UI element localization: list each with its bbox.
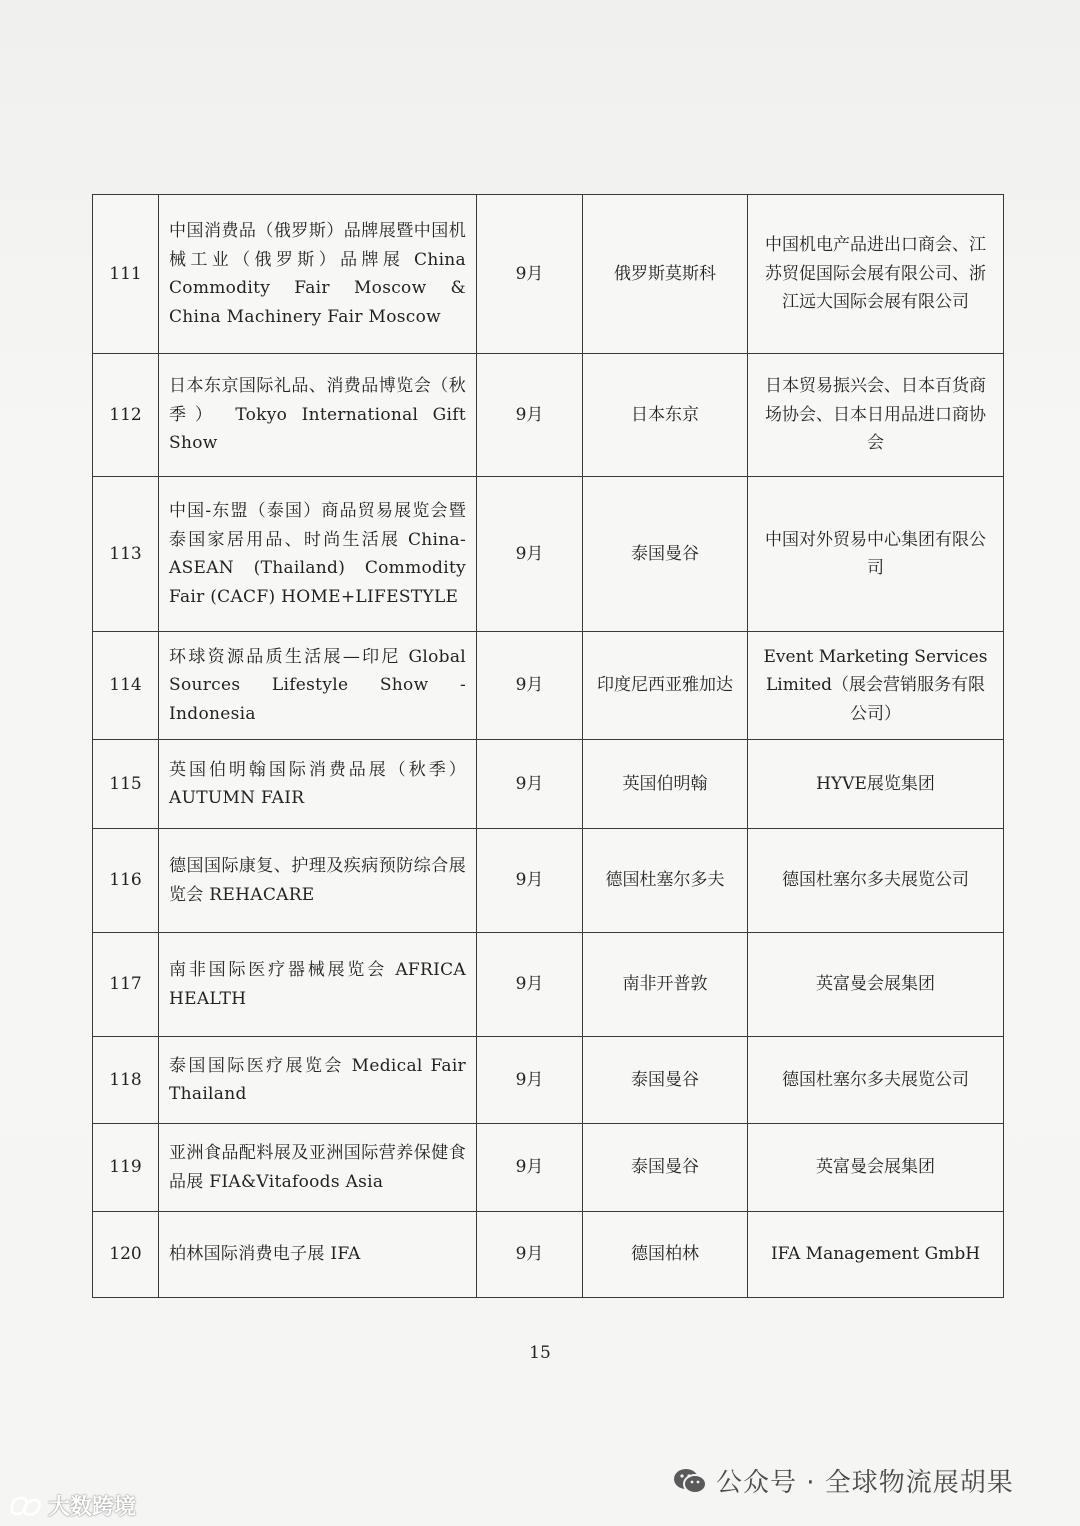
exhibition-month: 9月 (477, 829, 583, 933)
wechat-watermark (672, 1462, 1014, 1499)
page-number: 15 (529, 1343, 551, 1363)
exhibition-city: 日本东京 (583, 354, 748, 477)
exhibition-month: 9月 (477, 477, 583, 632)
exhibition-name: 泰国国际医疗展览会 Medical Fair Thailand (159, 1037, 477, 1124)
exhibition-city: 南非开普敦 (583, 933, 748, 1037)
exhibition-city: 泰国曼谷 (583, 1037, 748, 1124)
exhibition-organizer: 中国机电产品进出口商会、江苏贸促国际会展有限公司、浙江远大国际会展有限公司 (748, 195, 1004, 354)
row-number: 119 (93, 1124, 159, 1212)
exhibition-table (92, 194, 1004, 1298)
row-number: 116 (93, 829, 159, 933)
exhibition-organizer: Event Marketing Services Limited（展会营销服务有限公司） (748, 632, 1004, 740)
table-row (93, 477, 1004, 632)
exhibition-name: 亚洲食品配料展及亚洲国际营养保健食品展 FIA&Vitafoods Asia (159, 1124, 477, 1212)
exhibition-name: 英国伯明翰国际消费品展（秋季） AUTUMN FAIR (159, 740, 477, 829)
table-row (93, 933, 1004, 1037)
exhibition-organizer: 德国杜塞尔多夫展览公司 (748, 829, 1004, 933)
exhibition-month: 9月 (477, 632, 583, 740)
exhibition-name: 日本东京国际礼品、消费品博览会（秋季） Tokyo International Gift Show (159, 354, 477, 477)
exhibition-name: 中国-东盟（泰国）商品贸易展览会暨泰国家居用品、时尚生活展 China-ASEAN (Thailand) Commodity Fair (CACF) HOME+LIFESTYLE (159, 477, 477, 632)
exhibition-organizer: 英富曼会展集团 (748, 1124, 1004, 1212)
exhibition-month: 9月 (477, 1124, 583, 1212)
table-row (93, 1212, 1004, 1298)
exhibition-month: 9月 (477, 740, 583, 829)
exhibition-city: 英国伯明翰 (583, 740, 748, 829)
exhibition-name: 德国国际康复、护理及疾病预防综合展览会 REHACARE (159, 829, 477, 933)
exhibition-city: 印度尼西亚雅加达 (583, 632, 748, 740)
exhibition-month: 9月 (477, 1212, 583, 1298)
row-number: 112 (93, 354, 159, 477)
corner-watermark-text: 大数跨境 (48, 1495, 137, 1520)
exhibition-name: 柏林国际消费电子展 IFA (159, 1212, 477, 1298)
exhibition-organizer: 德国杜塞尔多夫展览公司 (748, 1037, 1004, 1124)
exhibition-organizer: IFA Management GmbH (748, 1212, 1004, 1298)
row-number: 115 (93, 740, 159, 829)
table-row (93, 829, 1004, 933)
row-number: 113 (93, 477, 159, 632)
exhibition-organizer: 日本贸易振兴会、日本百货商场协会、日本日用品进口商协会 (748, 354, 1004, 477)
exhibition-organizer: 中国对外贸易中心集团有限公司 (748, 477, 1004, 632)
exhibition-city: 泰国曼谷 (583, 477, 748, 632)
exhibition-city: 俄罗斯莫斯科 (583, 195, 748, 354)
table-row (93, 740, 1004, 829)
row-number: 111 (93, 195, 159, 354)
exhibition-name: 中国消费品（俄罗斯）品牌展暨中国机械工业（俄罗斯）品牌展 China Commodity Fair Moscow & China Machinery Fair Moscow (159, 195, 477, 354)
exhibition-city: 德国柏林 (583, 1212, 748, 1298)
brand-logo-icon (8, 1494, 44, 1518)
corner-watermark (8, 1490, 136, 1521)
wechat-icon (672, 1467, 708, 1495)
exhibition-month: 9月 (477, 1037, 583, 1124)
table-row (93, 354, 1004, 477)
exhibition-city: 泰国曼谷 (583, 1124, 748, 1212)
exhibition-name: 南非国际医疗器械展览会 AFRICA HEALTH (159, 933, 477, 1037)
table-row (93, 1037, 1004, 1124)
exhibition-organizer: HYVE展览集团 (748, 740, 1004, 829)
exhibition-city: 德国杜塞尔多夫 (583, 829, 748, 933)
exhibition-month: 9月 (477, 354, 583, 477)
exhibition-organizer: 英富曼会展集团 (748, 933, 1004, 1037)
row-number: 117 (93, 933, 159, 1037)
table-row (93, 195, 1004, 354)
wechat-watermark-text: 公众号 · 全球物流展胡果 (716, 1468, 1014, 1498)
row-number: 118 (93, 1037, 159, 1124)
exhibition-name: 环球资源品质生活展—印尼 Global Sources Lifestyle Show - Indonesia (159, 632, 477, 740)
exhibition-month: 9月 (477, 195, 583, 354)
table-row (93, 632, 1004, 740)
row-number: 114 (93, 632, 159, 740)
table-row (93, 1124, 1004, 1212)
exhibition-month: 9月 (477, 933, 583, 1037)
row-number: 120 (93, 1212, 159, 1298)
